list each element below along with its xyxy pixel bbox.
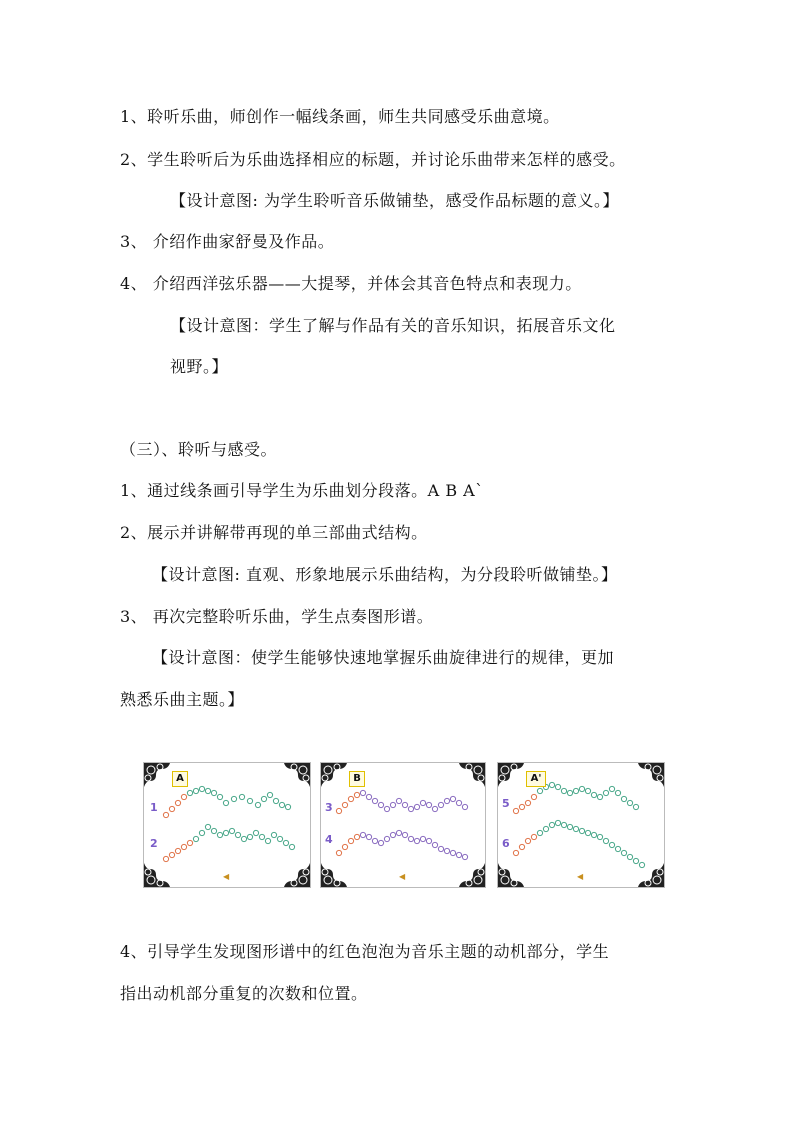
note-bubble [231,796,236,801]
note-bubble [211,828,216,833]
note-bubble [591,792,596,797]
note-bubble [462,804,467,809]
note-bubble [396,830,401,835]
note-bubble [277,836,282,841]
text-line-4: 4、 介绍西洋弦乐器——大提琴，并体会其音色特点和表现力。 [120,274,582,293]
note-bubble [537,830,542,835]
note-bubble [402,802,407,807]
note-bubble [187,790,192,795]
cloud-ornament-icon [498,763,524,787]
note-bubble [444,848,449,853]
note-bubble [513,850,518,855]
note-bubble [390,832,395,837]
note-bubble [585,830,590,835]
note-bubble [579,828,584,833]
design-intent-1: 【设计意图: 为学生聆听音乐做铺垫，感受作品标题的意义。】 [170,191,619,210]
cloud-ornament-icon [638,763,664,787]
note-bubble [193,836,198,841]
note-bubble [372,838,377,843]
note-bubble [633,804,638,809]
cloud-ornament-icon [144,863,170,887]
note-bubble [444,798,449,803]
note-bubble [217,832,222,837]
design-intent-4-line1: 【设计意图：使学生能够快速地掌握乐曲旋律进行的规律，更加 [152,648,615,667]
note-bubble [426,838,431,843]
phrase-number: 6 [502,837,510,850]
note-bubble [627,854,632,859]
note-bubble [163,856,168,861]
cloud-ornament-icon [498,863,524,887]
note-bubble [573,826,578,831]
note-bubble [384,836,389,841]
note-bubble [420,800,425,805]
text-line-9: 指出动机部分重复的次数和位置。 [120,984,368,1003]
note-bubble [609,842,614,847]
phrase-number: 5 [502,797,510,810]
note-bubble [169,806,174,811]
text-line-5: 1、通过线条画引导学生为乐曲划分段落。A B A` [120,481,484,500]
cloud-ornament-icon [638,863,664,887]
speaker-icon: ◀ [399,872,406,881]
note-bubble [360,832,365,837]
note-bubble [555,784,560,789]
note-bubble [193,788,198,793]
note-bubble [265,838,270,843]
note-bubble [537,788,542,793]
note-bubble [531,794,536,799]
note-bubble [597,794,602,799]
note-bubble [163,812,168,817]
note-bubble [579,786,584,791]
note-bubble [450,850,455,855]
note-bubble [567,824,572,829]
graphic-score-drawing [321,763,485,887]
note-bubble [561,822,566,827]
cloud-ornament-icon [284,763,310,787]
note-bubble [432,806,437,811]
cloud-ornament-icon [284,863,310,887]
design-intent-2-line2: 视野。】 [170,357,229,376]
note-bubble [615,790,620,795]
note-bubble [239,794,244,799]
text-line-1: 1、聆听乐曲，师创作一幅线条画，师生共同感受乐曲意境。 [120,107,560,126]
note-bubble [283,840,288,845]
note-bubble [235,832,240,837]
section-heading: （三）、聆听与感受。 [120,440,278,459]
note-bubble [267,792,272,797]
note-bubble [279,802,284,807]
note-bubble [462,854,467,859]
note-bubble [342,844,347,849]
graphic-score-panel-a [143,762,311,888]
note-bubble [531,834,536,839]
text-line-6: 2、展示并讲解带再现的单三部曲式结构。 [120,523,428,542]
cloud-ornament-icon [459,763,485,787]
note-bubble [223,830,228,835]
note-bubble [573,788,578,793]
note-bubble [247,798,252,803]
text-line-7: 3、 再次完整聆听乐曲，学生点奏图形谱。 [120,607,434,626]
note-bubble [372,798,377,803]
note-bubble [354,834,359,839]
phrase-number: 3 [325,801,333,814]
note-bubble [366,794,371,799]
note-bubble [181,794,186,799]
note-bubble [603,838,608,843]
phrase-number: 4 [325,833,333,846]
note-bubble [597,834,602,839]
note-bubble [585,788,590,793]
note-bubble [348,838,353,843]
note-bubble [609,786,614,791]
note-bubble [561,788,566,793]
note-bubble [175,848,180,853]
phrase-number: 2 [150,837,158,850]
note-bubble [414,838,419,843]
cloud-ornament-icon [321,763,347,787]
section-label: A [172,771,188,787]
note-bubble [390,802,395,807]
note-bubble [456,800,461,805]
design-intent-4-line2: 熟悉乐曲主题。】 [120,690,245,709]
graphic-score-panel-b [320,762,486,888]
note-bubble [378,840,383,845]
note-bubble [414,804,419,809]
section-label: B [349,771,365,787]
note-bubble [567,790,572,795]
note-bubble [450,796,455,801]
note-bubble [253,830,258,835]
note-bubble [513,808,518,813]
note-bubble [211,790,216,795]
note-bubble [402,832,407,837]
design-intent-3: 【设计意图: 直观、形象地展示乐曲结构，为分段聆听做铺垫。】 [152,565,618,584]
note-bubble [229,828,234,833]
note-bubble [378,802,383,807]
note-bubble [360,790,365,795]
note-bubble [408,806,413,811]
note-bubble [247,834,252,839]
note-bubble [555,820,560,825]
note-bubble [199,786,204,791]
note-bubble [525,838,530,843]
note-bubble [621,796,626,801]
note-bubble [336,808,341,813]
note-bubble [519,804,524,809]
note-bubble [420,836,425,841]
note-bubble [549,822,554,827]
note-bubble [615,846,620,851]
phrase-number: 1 [150,801,158,814]
note-bubble [456,852,461,857]
note-bubble [285,804,290,809]
note-bubble [432,842,437,847]
note-bubble [603,790,608,795]
note-bubble [205,788,210,793]
note-bubble [525,800,530,805]
note-bubble [261,796,266,801]
note-bubble [169,852,174,857]
graphic-score-drawing [498,763,664,887]
note-bubble [627,800,632,805]
note-bubble [633,858,638,863]
note-bubble [543,826,548,831]
note-bubble [217,794,222,799]
speaker-icon: ◀ [577,872,584,881]
note-bubble [366,834,371,839]
note-bubble [205,824,210,829]
note-bubble [549,782,554,787]
note-bubble [181,844,186,849]
note-bubble [289,844,294,849]
graphic-score-panel-a-prime [497,762,665,888]
note-bubble [519,844,524,849]
cloud-ornament-icon [321,863,347,887]
note-bubble [342,802,347,807]
text-line-3: 3、 介绍作曲家舒曼及作品。 [120,232,335,251]
note-bubble [396,798,401,803]
cloud-ornament-icon [144,763,170,787]
note-bubble [255,802,260,807]
section-label: A' [526,771,546,787]
graphic-score-drawing [144,763,310,887]
text-line-8: 4、引导学生发现图形谱中的红色泡泡为音乐主题的动机部分，学生 [120,942,610,961]
note-bubble [199,830,204,835]
note-bubble [426,802,431,807]
note-bubble [259,834,264,839]
note-bubble [621,850,626,855]
note-bubble [271,832,276,837]
note-bubble [591,832,596,837]
note-bubble [348,796,353,801]
text-line-2: 2、学生聆听后为乐曲选择相应的标题，并讨论乐曲带来怎样的感受。 [120,150,626,169]
speaker-icon: ◀ [223,872,230,881]
note-bubble [336,850,341,855]
note-bubble [223,800,228,805]
cloud-ornament-icon [459,863,485,887]
note-bubble [639,862,644,867]
note-bubble [438,802,443,807]
note-bubble [438,846,443,851]
note-bubble [187,840,192,845]
design-intent-2-line1: 【设计意图：学生了解与作品有关的音乐知识，拓展音乐文化 [170,316,616,335]
note-bubble [241,836,246,841]
note-bubble [408,836,413,841]
note-bubble [175,800,180,805]
note-bubble [273,798,278,803]
note-bubble [354,792,359,797]
note-bubble [384,806,389,811]
